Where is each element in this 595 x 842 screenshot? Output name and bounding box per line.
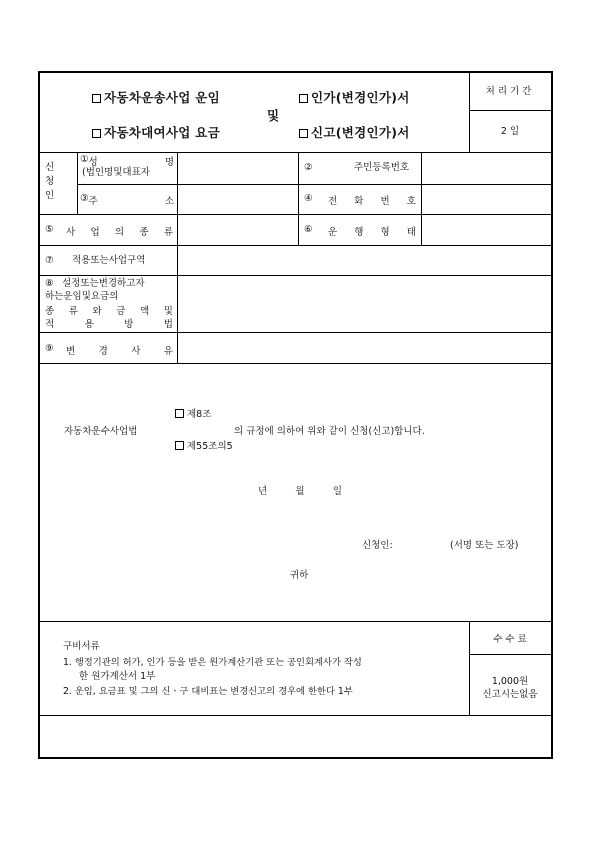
reason-label-num: ⑨ xyxy=(45,343,54,354)
area-field[interactable] xyxy=(179,247,549,274)
name-label: ① 성 명 xyxy=(80,154,174,168)
checkbox-icon[interactable] xyxy=(92,129,101,138)
statement-text: 의 규정에 의하여 위와 같이 신청(신고)합니다. xyxy=(234,426,425,437)
fare-label-line1: 설정또는변경하고자 xyxy=(62,278,145,289)
id-number-label: 주민등록번호 xyxy=(354,162,410,173)
divider xyxy=(40,152,551,153)
applicant-signature-label: 신청인: xyxy=(362,540,393,551)
area-label: 적용또는사업구역 xyxy=(72,255,146,266)
checkbox-icon[interactable] xyxy=(299,129,308,138)
signature-note: (서명 또는 도장) xyxy=(450,540,519,551)
fee-amount: 1,000원 xyxy=(491,676,529,687)
divider xyxy=(469,654,551,655)
checkbox-icon[interactable] xyxy=(92,94,101,103)
divider xyxy=(40,332,551,333)
fare-label-num: ⑧ xyxy=(45,278,54,289)
divider xyxy=(77,152,78,214)
checkbox-icon[interactable] xyxy=(299,94,308,103)
divider xyxy=(40,363,551,364)
applicant-group-label: 신 청 인 xyxy=(45,162,55,201)
processing-period-label: 처리기간 xyxy=(485,86,535,97)
id-number-field[interactable] xyxy=(423,154,549,183)
id-number-label-num: ② xyxy=(304,162,313,173)
law-name: 자동차운수사업법 xyxy=(64,426,138,437)
phone-label-num: ④ xyxy=(304,193,313,204)
business-type-field[interactable] xyxy=(179,216,297,244)
divider xyxy=(40,715,551,716)
operation-type-field[interactable] xyxy=(423,216,549,244)
title-report: 신고(변경인가)서 xyxy=(299,123,410,141)
divider xyxy=(298,152,299,245)
documents-item-1: 1. 행정기관의 허가, 인가 등을 받은 원가계산기관 또는 공인회계사가 작성 xyxy=(63,657,362,668)
phone-label: 전 화 번 호 xyxy=(328,196,416,207)
fee-note: 신고시는없음 xyxy=(482,689,538,700)
divider xyxy=(177,152,178,363)
recipient-label: 귀하 xyxy=(290,570,309,581)
title-rental-fee: 자동차대여사업 요금 xyxy=(92,123,220,141)
area-label-num: ⑦ xyxy=(45,255,54,266)
name-sub-label: (법인명및대표자 xyxy=(82,167,150,178)
date-line: 년 월 일 xyxy=(258,486,342,497)
title-transport-fare: 자동차운송사업 운임 xyxy=(92,88,220,106)
divider xyxy=(40,275,551,276)
fee-label: 수 수 료 xyxy=(493,634,527,645)
address-field[interactable] xyxy=(179,186,297,213)
fare-label-line2: 하는운임및요금의 xyxy=(45,291,119,302)
article-option-1: 제8조 xyxy=(175,409,211,421)
business-type-label: 사 업 의 종 류 xyxy=(66,227,173,238)
checkbox-icon[interactable] xyxy=(175,409,184,418)
business-type-label-num: ⑤ xyxy=(45,224,54,235)
divider xyxy=(40,245,551,246)
divider xyxy=(40,214,551,215)
fare-field[interactable] xyxy=(179,277,549,331)
divider xyxy=(77,184,551,185)
documents-item-2: 2. 운임, 요금표 및 그의 신ㆍ구 대비표는 변경신고의 경우에 한한다 1부 xyxy=(63,686,353,697)
divider xyxy=(40,621,551,622)
divider xyxy=(421,152,422,245)
processing-period-value: 2 일 xyxy=(500,126,520,137)
divider xyxy=(469,110,551,111)
divider xyxy=(469,73,470,152)
operation-type-label: 운 행 형 태 xyxy=(328,227,416,238)
reason-label: 변 경 사 유 xyxy=(66,346,173,357)
phone-field[interactable] xyxy=(423,186,549,213)
address-label: ③ 주 소 xyxy=(80,193,174,207)
documents-heading: 구비서류 xyxy=(63,641,100,652)
title-approval: 인가(변경인가)서 xyxy=(299,88,410,106)
name-field[interactable] xyxy=(179,154,297,183)
application-form xyxy=(38,71,553,759)
reason-field[interactable] xyxy=(179,334,549,362)
fare-label-line4: 적 용 방 법 xyxy=(45,319,173,330)
documents-item-1-cont: 한 원가계산서 1부 xyxy=(79,671,156,682)
fare-label-line3: 종 류 와 금 액 및 xyxy=(45,306,173,317)
title-conjunction: 및 xyxy=(267,108,280,123)
operation-type-label-num: ⑥ xyxy=(304,224,313,235)
checkbox-icon[interactable] xyxy=(175,441,184,450)
article-option-2: 제55조의5 xyxy=(175,441,233,453)
